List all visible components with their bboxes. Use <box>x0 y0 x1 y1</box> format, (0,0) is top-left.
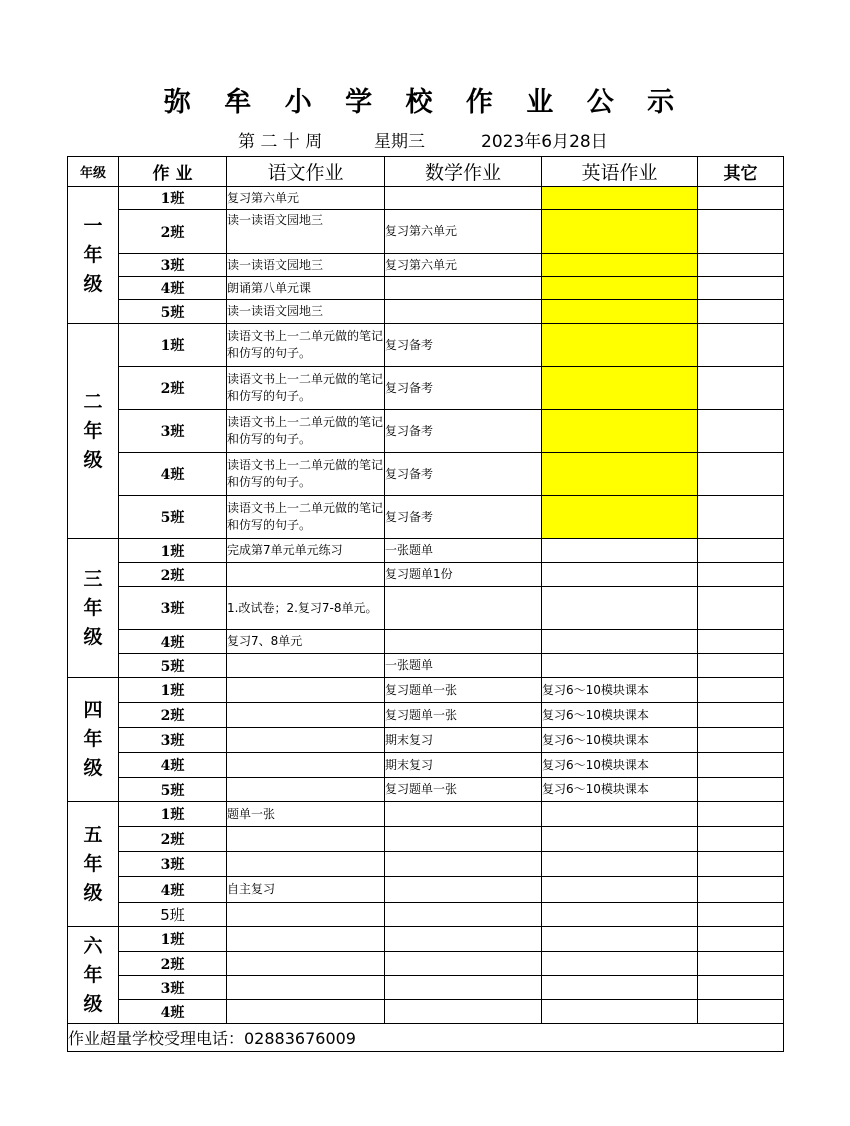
class-label: 3班 <box>119 728 227 753</box>
page-title: 弥 牟 小 学 校 作 业 公 示 <box>163 87 687 118</box>
math-homework-cell <box>385 927 542 952</box>
other-homework-cell <box>698 254 784 277</box>
class-label: 2班 <box>119 210 227 254</box>
grade-label <box>68 187 119 324</box>
table-row <box>68 563 784 587</box>
chinese-homework-cell: 朗诵第八单元课 <box>227 277 385 300</box>
math-homework-cell: 复习备考 <box>385 410 542 453</box>
table-row <box>68 728 784 753</box>
table-row <box>68 927 784 952</box>
class-label: 4班 <box>119 453 227 496</box>
table-row <box>68 453 784 496</box>
class-label: 5班 <box>119 903 227 927</box>
class-label: 5班 <box>119 300 227 324</box>
grade-label-char: 四 <box>83 699 103 721</box>
other-homework-cell <box>698 277 784 300</box>
grade-label-char: 五 <box>83 823 103 846</box>
other-homework-cell <box>698 852 784 877</box>
table-row <box>68 678 784 703</box>
chinese-homework-cell <box>227 753 385 778</box>
grade-label-char: 年 <box>83 963 103 986</box>
class-label: 3班 <box>119 587 227 630</box>
other-homework-cell <box>698 300 784 324</box>
date-label: 2023年6月28日 <box>481 132 608 152</box>
english-homework-cell <box>542 410 698 453</box>
table-row <box>68 827 784 852</box>
other-homework-cell <box>698 952 784 976</box>
english-homework-cell: 复习6～10模块课本 <box>542 778 698 802</box>
english-homework-cell: 复习6～10模块课本 <box>542 703 698 728</box>
chinese-homework-cell <box>227 976 385 1000</box>
week-label: 第 二 十 周 <box>238 132 323 152</box>
other-homework-cell <box>698 827 784 852</box>
homework-table <box>67 156 784 1052</box>
class-label: 1班 <box>119 324 227 367</box>
english-homework-cell <box>542 630 698 654</box>
class-label: 4班 <box>119 1000 227 1024</box>
class-label: 2班 <box>119 703 227 728</box>
math-homework-cell: 期末复习 <box>385 753 542 778</box>
class-label: 2班 <box>119 563 227 587</box>
table-row <box>68 802 784 827</box>
class-label: 4班 <box>119 877 227 903</box>
grade-label-char: 级 <box>83 757 103 779</box>
table-row <box>68 630 784 654</box>
other-homework-cell <box>698 410 784 453</box>
english-homework-cell <box>542 587 698 630</box>
math-homework-cell <box>385 952 542 976</box>
chinese-homework-cell <box>227 728 385 753</box>
chinese-homework-cell: 读语文书上一二单元做的笔记和仿写的句子。 <box>227 453 385 496</box>
grade-label <box>68 802 119 927</box>
math-homework-cell: 复习题单1份 <box>385 563 542 587</box>
other-homework-cell <box>698 630 784 654</box>
grade-label-char: 级 <box>83 625 103 648</box>
class-label: 1班 <box>119 187 227 210</box>
grade-label-char: 年 <box>83 243 103 266</box>
class-label: 3班 <box>119 852 227 877</box>
class-label: 5班 <box>119 654 227 678</box>
other-homework-cell <box>698 877 784 903</box>
other-homework-cell <box>698 678 784 703</box>
other-homework-cell <box>698 539 784 563</box>
chinese-homework-cell: 自主复习 <box>227 877 385 903</box>
chinese-homework-cell: 读一读语文园地三 <box>227 254 385 277</box>
table-row <box>68 410 784 453</box>
math-homework-cell: 复习题单一张 <box>385 703 542 728</box>
english-homework-cell <box>542 324 698 367</box>
chinese-homework-cell: 读一读语文园地三 <box>227 300 385 324</box>
math-homework-cell: 一张题单 <box>385 654 542 678</box>
table-row <box>68 903 784 927</box>
grade-label <box>68 539 119 678</box>
chinese-homework-cell: 读语文书上一二单元做的笔记和仿写的句子。 <box>227 496 385 539</box>
grade-label-char: 三 <box>83 567 103 590</box>
other-homework-cell <box>698 976 784 1000</box>
class-label: 3班 <box>119 410 227 453</box>
math-homework-cell: 期末复习 <box>385 728 542 753</box>
english-homework-cell <box>542 976 698 1000</box>
table-row <box>68 539 784 563</box>
other-homework-cell <box>698 324 784 367</box>
class-label: 2班 <box>119 952 227 976</box>
chinese-homework-cell <box>227 678 385 703</box>
table-row <box>68 976 784 1000</box>
english-homework-cell <box>542 827 698 852</box>
table-row <box>68 300 784 324</box>
grade-label <box>68 927 119 1024</box>
math-homework-cell: 复习备考 <box>385 496 542 539</box>
class-label: 1班 <box>119 927 227 952</box>
col-header-math: 数学作业 <box>385 157 542 187</box>
english-homework-cell <box>542 1000 698 1024</box>
chinese-homework-cell <box>227 563 385 587</box>
table-row <box>68 753 784 778</box>
chinese-homework-cell <box>227 827 385 852</box>
chinese-homework-cell: 1.改试卷；2.复习7-8单元。 <box>227 587 385 630</box>
math-homework-cell: 一张题单 <box>385 539 542 563</box>
english-homework-cell <box>542 300 698 324</box>
other-homework-cell <box>698 210 784 254</box>
english-homework-cell <box>542 453 698 496</box>
class-label: 5班 <box>119 778 227 802</box>
table-row <box>68 587 784 630</box>
other-homework-cell <box>698 778 784 802</box>
class-label: 4班 <box>119 753 227 778</box>
chinese-homework-cell: 读语文书上一二单元做的笔记和仿写的句子。 <box>227 324 385 367</box>
grade-label-char: 级 <box>83 448 103 471</box>
col-header-grade: 年级 <box>68 157 119 187</box>
table-row <box>68 210 784 254</box>
class-label: 4班 <box>119 277 227 300</box>
table-row <box>68 654 784 678</box>
grade-label <box>68 678 119 802</box>
other-homework-cell <box>698 1000 784 1024</box>
math-homework-cell <box>385 976 542 1000</box>
other-homework-cell <box>698 496 784 539</box>
complaint-hotline: 作业超量学校受理电话：02883676009 <box>68 1024 784 1052</box>
grade-label-char: 一 <box>83 214 103 237</box>
table-row <box>68 367 784 410</box>
chinese-homework-cell <box>227 1000 385 1024</box>
col-header-homework: 作 业 <box>119 157 227 187</box>
other-homework-cell <box>698 563 784 587</box>
chinese-homework-cell: 读一读语文园地三 <box>227 210 385 254</box>
class-label: 2班 <box>119 367 227 410</box>
table-row <box>68 324 784 367</box>
grade-label-char: 年 <box>83 596 103 619</box>
english-homework-cell <box>542 877 698 903</box>
col-header-english: 英语作业 <box>542 157 698 187</box>
class-label: 1班 <box>119 539 227 563</box>
english-homework-cell <box>542 496 698 539</box>
other-homework-cell <box>698 903 784 927</box>
english-homework-cell: 复习6～10模块课本 <box>542 753 698 778</box>
chinese-homework-cell: 完成第7单元单元练习 <box>227 539 385 563</box>
math-homework-cell <box>385 630 542 654</box>
grade-label <box>68 324 119 539</box>
other-homework-cell <box>698 654 784 678</box>
other-homework-cell <box>698 367 784 410</box>
english-homework-cell <box>542 654 698 678</box>
grade-label-char: 级 <box>83 881 103 904</box>
chinese-homework-cell <box>227 778 385 802</box>
english-homework-cell <box>542 210 698 254</box>
english-homework-cell <box>542 187 698 210</box>
math-homework-cell: 复习备考 <box>385 324 542 367</box>
english-homework-cell: 复习6～10模块课本 <box>542 728 698 753</box>
class-label: 5班 <box>119 496 227 539</box>
class-label: 1班 <box>119 802 227 827</box>
math-homework-cell: 复习题单一张 <box>385 678 542 703</box>
chinese-homework-cell: 读语文书上一二单元做的笔记和仿写的句子。 <box>227 367 385 410</box>
class-label: 3班 <box>119 254 227 277</box>
english-homework-cell <box>542 539 698 563</box>
english-homework-cell <box>542 852 698 877</box>
chinese-homework-cell: 复习第六单元 <box>227 187 385 210</box>
table-row <box>68 778 784 802</box>
math-homework-cell <box>385 1000 542 1024</box>
math-homework-cell <box>385 802 542 827</box>
table-row <box>68 703 784 728</box>
chinese-homework-cell <box>227 952 385 976</box>
english-homework-cell <box>542 903 698 927</box>
class-label: 4班 <box>119 630 227 654</box>
chinese-homework-cell <box>227 927 385 952</box>
table-row <box>68 952 784 976</box>
col-header-other: 其它 <box>698 157 784 187</box>
grade-label-char: 级 <box>83 272 103 295</box>
chinese-homework-cell: 复习7、8单元 <box>227 630 385 654</box>
grade-label-char: 六 <box>83 934 103 957</box>
class-label: 2班 <box>119 827 227 852</box>
other-homework-cell <box>698 453 784 496</box>
class-label: 1班 <box>119 678 227 703</box>
grade-label-char: 年 <box>83 852 103 875</box>
math-homework-cell <box>385 277 542 300</box>
chinese-homework-cell: 读语文书上一二单元做的笔记和仿写的句子。 <box>227 410 385 453</box>
math-homework-cell <box>385 852 542 877</box>
table-row <box>68 254 784 277</box>
table-row <box>68 277 784 300</box>
english-homework-cell <box>542 927 698 952</box>
math-homework-cell <box>385 903 542 927</box>
table-header-row <box>68 157 784 187</box>
grade-label-char: 级 <box>83 992 103 1015</box>
english-homework-cell: 复习6～10模块课本 <box>542 678 698 703</box>
math-homework-cell <box>385 187 542 210</box>
chinese-homework-cell <box>227 852 385 877</box>
chinese-homework-cell <box>227 654 385 678</box>
english-homework-cell <box>542 277 698 300</box>
math-homework-cell <box>385 827 542 852</box>
grade-label-char: 年 <box>83 728 103 750</box>
table-row <box>68 187 784 210</box>
table-row <box>68 1000 784 1024</box>
math-homework-cell: 复习备考 <box>385 367 542 410</box>
grade-label-char: 二 <box>83 390 103 413</box>
chinese-homework-cell: 题单一张 <box>227 802 385 827</box>
math-homework-cell: 复习第六单元 <box>385 254 542 277</box>
english-homework-cell <box>542 367 698 410</box>
english-homework-cell <box>542 563 698 587</box>
other-homework-cell <box>698 728 784 753</box>
weekday-label: 星期三 <box>374 132 425 152</box>
grade-label-char: 年 <box>83 419 103 442</box>
table-row <box>68 877 784 903</box>
table-row <box>68 852 784 877</box>
english-homework-cell <box>542 952 698 976</box>
class-label: 3班 <box>119 976 227 1000</box>
other-homework-cell <box>698 927 784 952</box>
math-homework-cell: 复习题单一张 <box>385 778 542 802</box>
math-homework-cell: 复习备考 <box>385 453 542 496</box>
chinese-homework-cell <box>227 903 385 927</box>
col-header-chinese: 语文作业 <box>227 157 385 187</box>
other-homework-cell <box>698 587 784 630</box>
other-homework-cell <box>698 802 784 827</box>
table-row <box>68 496 784 539</box>
other-homework-cell <box>698 753 784 778</box>
math-homework-cell <box>385 300 542 324</box>
chinese-homework-cell <box>227 703 385 728</box>
english-homework-cell <box>542 254 698 277</box>
math-homework-cell <box>385 877 542 903</box>
english-homework-cell <box>542 802 698 827</box>
other-homework-cell <box>698 187 784 210</box>
other-homework-cell <box>698 703 784 728</box>
math-homework-cell: 复习第六单元 <box>385 210 542 254</box>
math-homework-cell <box>385 587 542 630</box>
